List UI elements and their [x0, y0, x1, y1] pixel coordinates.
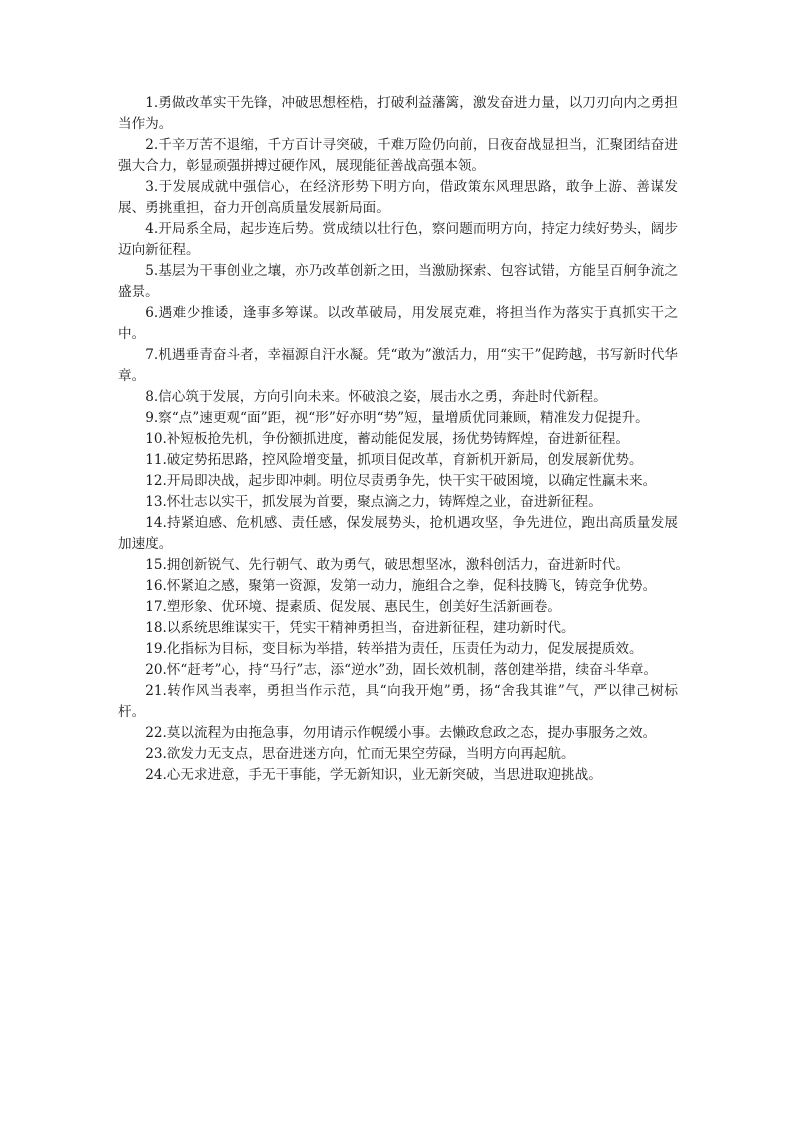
list-item: 1.勇做改革实干先锋，冲破思想桎梏，打破利益藩篱，激发奋进力量，以刀刃向内之勇担当作为。 — [118, 95, 678, 132]
list-item: 8.信心筑于发展，方向引向未来。怀破浪之姿，展击水之勇，奔赴时代新程。 — [145, 389, 607, 405]
list-item: 15.拥创新锐气、先行朝气、敢为勇气，破思想坚冰，激科创活力，奋进新时代。 — [145, 557, 629, 573]
list-item: 11.破定势拓思路，控风险增变量，抓项目促改革，育新机开新局，创发展新优势。 — [145, 452, 643, 468]
list-item: 4.开局系全局，起步连后势。赏成绩以壮行色，察问题而明方向，持定力续好势头，阔步迈向新征程。 — [118, 221, 678, 258]
list-item: 17.塑形象、优环境、提素质、促发展、惠民生，创美好生活新画卷。 — [145, 599, 562, 615]
list-item: 18.以系统思维谋实干，凭实干精神勇担当，奋进新征程，建功新时代。 — [145, 620, 575, 636]
list-item: 20.怀“赶考”心，持“马行”志，添“逆水”劲，固长效机制，落创建举措，续奋斗华章。 — [145, 662, 658, 678]
list-item: 22.莫以流程为由拖急事，勿用请示作幌缓小事。去懒政怠政之态，提办事服务之效。 — [145, 725, 657, 741]
list-item: 21.转作风当表率，勇担当作示范，具“向我开炮”勇，扬“舍我其谁”气，严以律己树标杆。 — [118, 683, 678, 720]
list-item: 13.怀壮志以实干，抓发展为首要，聚点滴之力，铸辉煌之业，奋进新征程。 — [145, 494, 602, 510]
list-item: 23.欲发力无支点，思奋进迷方向，忙而无果空劳碌，当明方向再起航。 — [145, 746, 575, 762]
list-item: 16.怀紧迫之感，聚第一资源，发第一动力，施组合之拳，促科技腾飞，铸竞争优势。 — [145, 578, 657, 594]
list-item: 5.基层为干事创业之壤，亦乃改革创新之田，当激励探索、包容试错，方能呈百舸争流之盛景。 — [118, 263, 678, 300]
list-item: 10.补短板抢先机，争份额抓进度，蓄动能促发展，扬优势铸辉煌，奋进新征程。 — [145, 431, 629, 447]
list-item: 12.开局即决战，起步即冲刺。明位尽责勇争先，快干实干破困境，以确定性赢未来。 — [145, 473, 657, 489]
document-body — [118, 93, 678, 786]
list-item: 6.遇难少推诿，逢事多筹谋。以改革破局，用发展克难，将担当作为落实于真抓实干之中。 — [118, 305, 678, 342]
list-item: 19.化指标为目标，变目标为举措，转举措为责任，压责任为动力，促发展提质效。 — [145, 641, 643, 657]
list-item: 2.千辛万苦不退缩，千方百计寻突破，千难万险仍向前，日夜奋战显担当，汇聚团结奋进强大合力，彰显顽强拼搏过硬作风，展现能征善战高强本领。 — [118, 137, 678, 174]
list-item: 24.心无求进意，手无干事能，学无新知识，业无新突破，当思进取迎挑战。 — [145, 767, 602, 783]
list-item: 9.察“点”速更观“面”距，视“形”好亦明“势”短，量增质优同兼顾，精准发力促提升。 — [145, 410, 649, 426]
list-item: 3.于发展成就中强信心，在经济形势下明方向，借政策东风理思路，敢争上游、善谋发展、勇挑重担，奋力开创高质量发展新局面。 — [118, 179, 678, 216]
list-item: 14.持紧迫感、危机感、责任感，保发展势头，抢机遇攻坚，争先进位，跑出高质量发展加速度。 — [118, 515, 678, 552]
list-item: 7.机遇垂青奋斗者，幸福源自汗水凝。凭“敢为”激活力，用“实干”促跨越，书写新时代华章。 — [118, 347, 678, 384]
